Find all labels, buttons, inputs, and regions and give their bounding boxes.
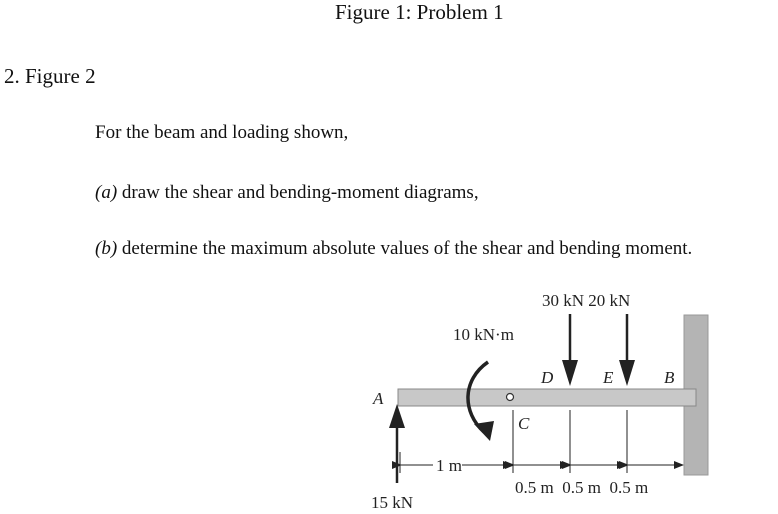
point-b-label: B <box>664 368 675 387</box>
problem-number: 2. <box>4 64 20 88</box>
problem-title: Figure 2 <box>25 64 96 88</box>
top-forces-label: 30 kN 20 kN <box>542 291 631 310</box>
dim-first-label: 1 m <box>436 456 462 475</box>
load-20kn-arrow <box>619 314 635 386</box>
point-c-label: C <box>518 414 530 433</box>
hinge-c-icon <box>507 394 514 401</box>
beam <box>398 389 696 406</box>
load-30kn-arrow <box>562 314 578 386</box>
point-a-label: A <box>373 389 384 408</box>
figure-caption: Figure 1: Problem 1 <box>335 0 504 24</box>
couple-label: 10 kN·m <box>453 325 514 344</box>
point-d-label: D <box>541 368 554 387</box>
part-b-label: (b) <box>95 238 118 259</box>
reaction-15kn-arrow <box>389 404 405 483</box>
part-a-label: (a) <box>95 182 118 203</box>
dim-rest-label: 0.5 m 0.5 m 0.5 m <box>515 478 649 497</box>
point-e-label: E <box>603 368 614 387</box>
problem-intro: For the beam and loading shown, <box>95 122 349 143</box>
part-a-text: draw the shear and bending-moment diagrams, <box>117 182 479 203</box>
part-b-text: determine the maximum absolute values of the shear and bending moment. <box>117 238 693 259</box>
reaction-label: 15 kN <box>371 493 414 512</box>
